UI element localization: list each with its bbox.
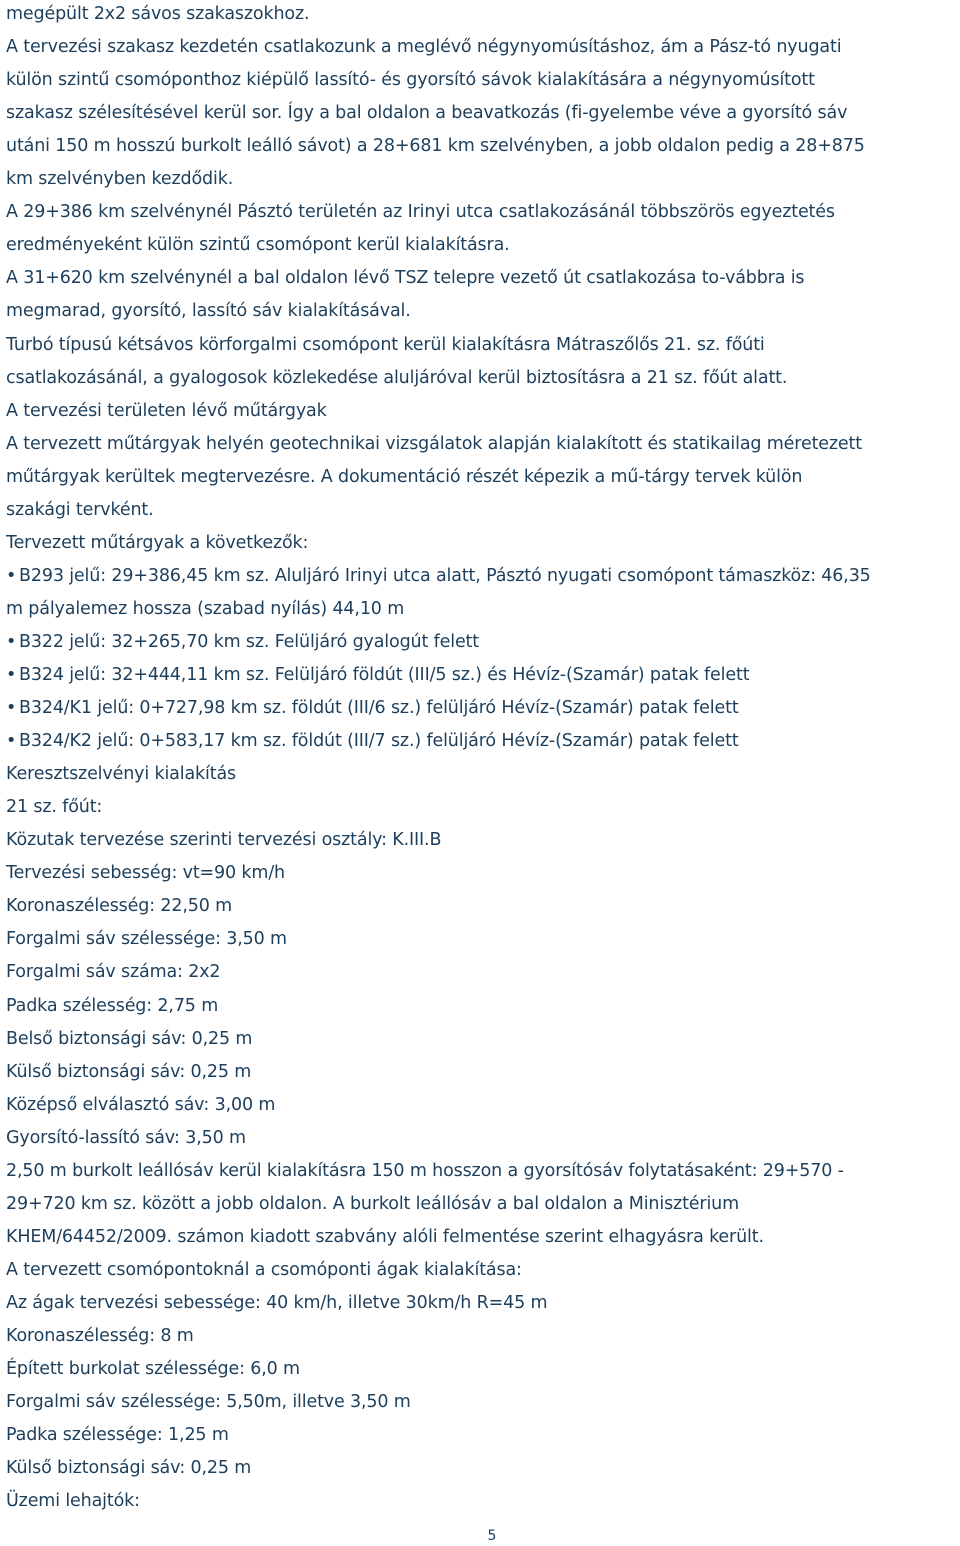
line-text: Forgalmi sáv szélessége: 5,50m, illetve 3,50 m [6, 1392, 411, 1413]
line-text: Padka szélessége: 1,25 m [6, 1425, 229, 1446]
bullet-list-item [6, 729, 739, 753]
text-line [6, 927, 287, 951]
text-line [6, 894, 232, 918]
bullet-marker: • [6, 698, 17, 718]
line-text: Keresztszelvényi kialakítás [6, 764, 236, 785]
line-text: Külső biztonsági sáv: 0,25 m [6, 1458, 252, 1479]
line-text: Épített burkolat szélessége: 6,0 m [6, 1359, 300, 1379]
line-text: A tervezési szakasz kezdetén csatlakozunk a meglévő négynyomúsításhoz, ám a Pász-tó nyugati [6, 37, 842, 57]
line-text: csatlakozásánál, a gyalogosok közlekedése aluljáróval kerül biztosításra a 21 sz. főút alatt. [6, 367, 788, 388]
bullet-marker: • [6, 565, 17, 586]
text-line [6, 1324, 194, 1348]
line-text: Turbó típusú kétsávos körforgalmi csomópont kerül kialakításra Mátraszőlős 21. sz. főúti [6, 334, 765, 355]
bullet-marker: • [6, 665, 17, 685]
line-text: megépült 2x2 sávos szakaszokhoz. [6, 4, 310, 24]
text-line [6, 1225, 764, 1249]
line-text: Gyorsító-lassító sáv: 3,50 m [6, 1127, 246, 1148]
text-line [6, 233, 510, 257]
line-text: megmarad, gyorsító, lassító sáv kialakításával. [6, 301, 411, 322]
text-line [6, 1456, 251, 1480]
line-text: B322 jelű: 32+265,70 km sz. Felüljáró gyalogút felett [19, 631, 479, 652]
text-line [6, 399, 327, 423]
line-text: m pályalemez hossza (szabad nyílás) 44,10 m [6, 598, 405, 619]
line-text: B324 jelű: 32+444,11 km sz. Felüljáró földút (III/5 sz.) és Hévíz-(Szamár) patak felett [19, 665, 750, 685]
text-line [6, 498, 154, 522]
text-line [6, 1192, 739, 1216]
text-line [6, 1159, 844, 1183]
line-text: eredményeként külön szintű csomópont kerül kialakításra. [6, 235, 510, 256]
line-text: 2,50 m burkolt leállósáv kerül kialakításra 150 m hosszon a gyorsítósáv folytatásaként: 29+570 - [6, 1160, 844, 1181]
text-line [6, 101, 847, 125]
line-text: Közutak tervezése szerinti tervezési osztály: K.III.B [6, 830, 442, 851]
text-line [6, 35, 841, 59]
text-line [6, 762, 236, 786]
line-text: B324/K2 jelű: 0+583,17 km sz. földút (III/7 sz.) felüljáró Hévíz-(Szamár) patak felett [19, 731, 739, 752]
text-line [6, 1357, 300, 1381]
line-text: A tervezési területen lévő műtárgyak [6, 400, 327, 421]
line-text: Középső elválasztó sáv: 3,00 m [6, 1094, 276, 1115]
line-text: műtárgyak kerültek megtervezésre. A dokumentáció részét képezik a mű-tárgy tervek külön [6, 466, 803, 487]
bullet-list-item [6, 630, 479, 654]
bullet-list-item [6, 696, 739, 720]
line-text: 21 sz. főút: [6, 797, 103, 818]
line-text: Tervezett műtárgyak a következők: [6, 532, 309, 553]
text-line [6, 960, 220, 984]
text-line [6, 828, 441, 852]
text-line [6, 1060, 251, 1084]
text-line [6, 1489, 140, 1513]
bullet-marker: • [6, 631, 17, 652]
text-line [6, 366, 787, 390]
text-line [6, 861, 285, 885]
line-text: Padka szélesség: 2,75 m [6, 995, 219, 1016]
line-text: A 31+620 km szelvénynél a bal oldalon lévő TSZ telepre vezető út csatlakozása to-vábbra is [6, 268, 805, 289]
line-text: szakasz szélesítésével kerül sor. Így a bal oldalon a beavatkozás (fi-gyelembe véve a gyorsító sáv [6, 103, 848, 124]
text-line [6, 597, 404, 621]
line-text: km szelvényben kezdődik. [6, 169, 234, 190]
text-line [6, 134, 865, 158]
text-line [6, 432, 862, 456]
text-line [6, 531, 308, 555]
text-line [6, 68, 815, 92]
line-text: szakági tervként. [6, 499, 154, 520]
line-text: A tervezett műtárgyak helyén geotechnikai vizsgálatok alapján kialakított és statikailag méretezett [6, 433, 862, 454]
line-text: Az ágak tervezési sebessége: 40 km/h, illetve 30km/h R=45 m [6, 1292, 548, 1313]
bullet-list-item [6, 663, 749, 687]
line-text: B324/K1 jelű: 0+727,98 km sz. földút (III/6 sz.) felüljáró Hévíz-(Szamár) patak felett [19, 698, 739, 718]
line-text: Tervezési sebesség: vt=90 km/h [6, 863, 286, 884]
line-text: Koronaszélesség: 8 m [6, 1326, 194, 1346]
line-text: 29+720 km sz. között a jobb oldalon. A burkolt leállósáv a bal oldalon a Minisztérium [6, 1193, 740, 1214]
line-text: külön szintű csomóponthoz kiépülő lassító- és gyorsító sávok kialakítására a négynyomúsított [6, 70, 815, 91]
line-text: Forgalmi sáv szélessége: 3,50 m [6, 929, 287, 950]
text-line [6, 994, 218, 1018]
line-text: B293 jelű: 29+386,45 km sz. Aluljáró Irinyi utca alatt, Pásztó nyugati csomópont támaszköz: 46,35 [19, 565, 871, 586]
text-line [6, 1258, 522, 1282]
text-line [6, 333, 765, 357]
line-text: utáni 150 m hosszú burkolt leálló sávot) a 28+681 km szelvényben, a jobb oldalon pedig a 28+875 [6, 136, 865, 157]
line-text: Forgalmi sáv száma: 2x2 [6, 962, 221, 983]
text-line [6, 1027, 252, 1051]
text-line [6, 1423, 229, 1447]
page-number: 5 [487, 1528, 497, 1544]
line-text: KHEM/64452/2009. számon kiadott szabvány alóli felmentése szerint elhagyásra került. [6, 1226, 764, 1247]
line-text: Külső biztonsági sáv: 0,25 m [6, 1061, 252, 1082]
bullet-marker: • [6, 731, 17, 752]
text-line [6, 795, 102, 819]
text-line [6, 167, 233, 191]
line-text: A 29+386 km szelvénynél Pásztó területén az Irinyi utca csatlakozásánál többszörös egyeztetés [6, 202, 835, 223]
text-line [6, 465, 802, 489]
line-text: A tervezett csomópontoknál a csomóponti ágak kialakítása: [6, 1259, 522, 1280]
line-text: Üzemi lehajtók: [6, 1491, 140, 1512]
text-line [6, 200, 835, 224]
text-line [6, 1390, 411, 1414]
text-line [6, 299, 411, 323]
text-line [6, 2, 309, 26]
text-line [6, 1291, 547, 1315]
line-text: Belső biztonsági sáv: 0,25 m [6, 1028, 253, 1049]
text-line [6, 1126, 246, 1150]
text-line [6, 1093, 275, 1117]
line-text: Koronaszélesség: 22,50 m [6, 896, 233, 917]
bullet-list-item [6, 564, 871, 588]
text-line [6, 266, 804, 290]
